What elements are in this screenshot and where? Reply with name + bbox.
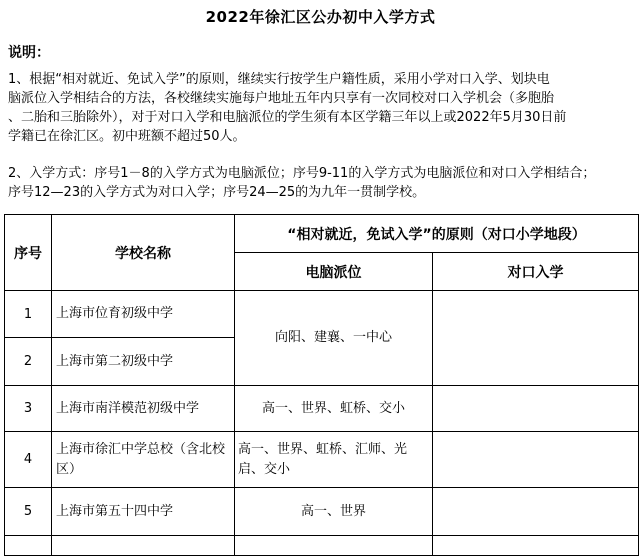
admission-table — [4, 214, 639, 556]
paragraph-line: 脑派位入学相结合的方法，各校继续实施每户地址五年内只享有一次同校对口入学机会（多胞胎 — [8, 91, 555, 106]
paragraph-admission-method — [8, 164, 638, 202]
table-row — [5, 432, 639, 488]
header-lottery: 电脑派位 — [235, 253, 433, 291]
school-name: 上海市南洋模范初级中学 — [52, 386, 235, 432]
notes-heading: 说明： — [8, 45, 50, 61]
row-number: 3 — [5, 386, 52, 432]
row-number: 4 — [5, 432, 52, 488]
paragraph-line: 、二胎和三胎除外），对于对口入学和电脑派位的学生须有本区学籍三年以上或2022年5月30日前 — [8, 110, 567, 125]
paragraph-line: 学籍已在徐汇区。初中班额不超过50人。 — [8, 129, 246, 144]
paragraph-principle — [8, 70, 638, 146]
header-number: 序号 — [5, 215, 52, 291]
lottery-area: 高一、世界、虹桥、交小 — [235, 386, 433, 432]
school-name: 上海市第二初级中学 — [52, 338, 235, 386]
table-row — [5, 536, 639, 556]
paragraph-line: 2、入学方式：序号1－8的入学方式为电脑派位；序号9-11的入学方式为电脑派位和对口入学相结合； — [8, 166, 596, 181]
school-name: 上海市徐汇中学总校（含北校区） — [52, 432, 235, 488]
row-number: 5 — [5, 488, 52, 536]
school-name: 上海市第五十四中学 — [52, 488, 235, 536]
lottery-area: 高一、世界、虹桥、汇师、光启、交小 — [235, 432, 433, 488]
row-number: 1 — [5, 291, 52, 338]
direct-area — [433, 291, 639, 386]
header-school-name: 学校名称 — [52, 215, 235, 291]
header-direct-admission: 对口入学 — [433, 253, 639, 291]
direct-area — [433, 432, 639, 488]
direct-area — [433, 386, 639, 432]
school-name: 上海市位育初级中学 — [52, 291, 235, 338]
lottery-area: 向阳、建襄、一中心 — [235, 291, 433, 386]
table-row — [5, 488, 639, 536]
lottery-area: 高一、世界 — [235, 488, 433, 536]
direct-area — [433, 488, 639, 536]
paragraph-line: 1、根据“相对就近、免试入学”的原则，继续实行按学生户籍性质，采用小学对口入学、划块电 — [8, 72, 550, 87]
table-row — [5, 386, 639, 432]
paragraph-line: 序号12—23的入学方式为对口入学；序号24—25的为九年一贯制学校。 — [8, 185, 426, 200]
header-principle: “相对就近，免试入学”的原则（对口小学地段） — [235, 215, 639, 253]
row-number: 2 — [5, 338, 52, 386]
table-row — [5, 291, 639, 338]
document-title: 2022年徐汇区公办初中入学方式 — [205, 8, 436, 26]
